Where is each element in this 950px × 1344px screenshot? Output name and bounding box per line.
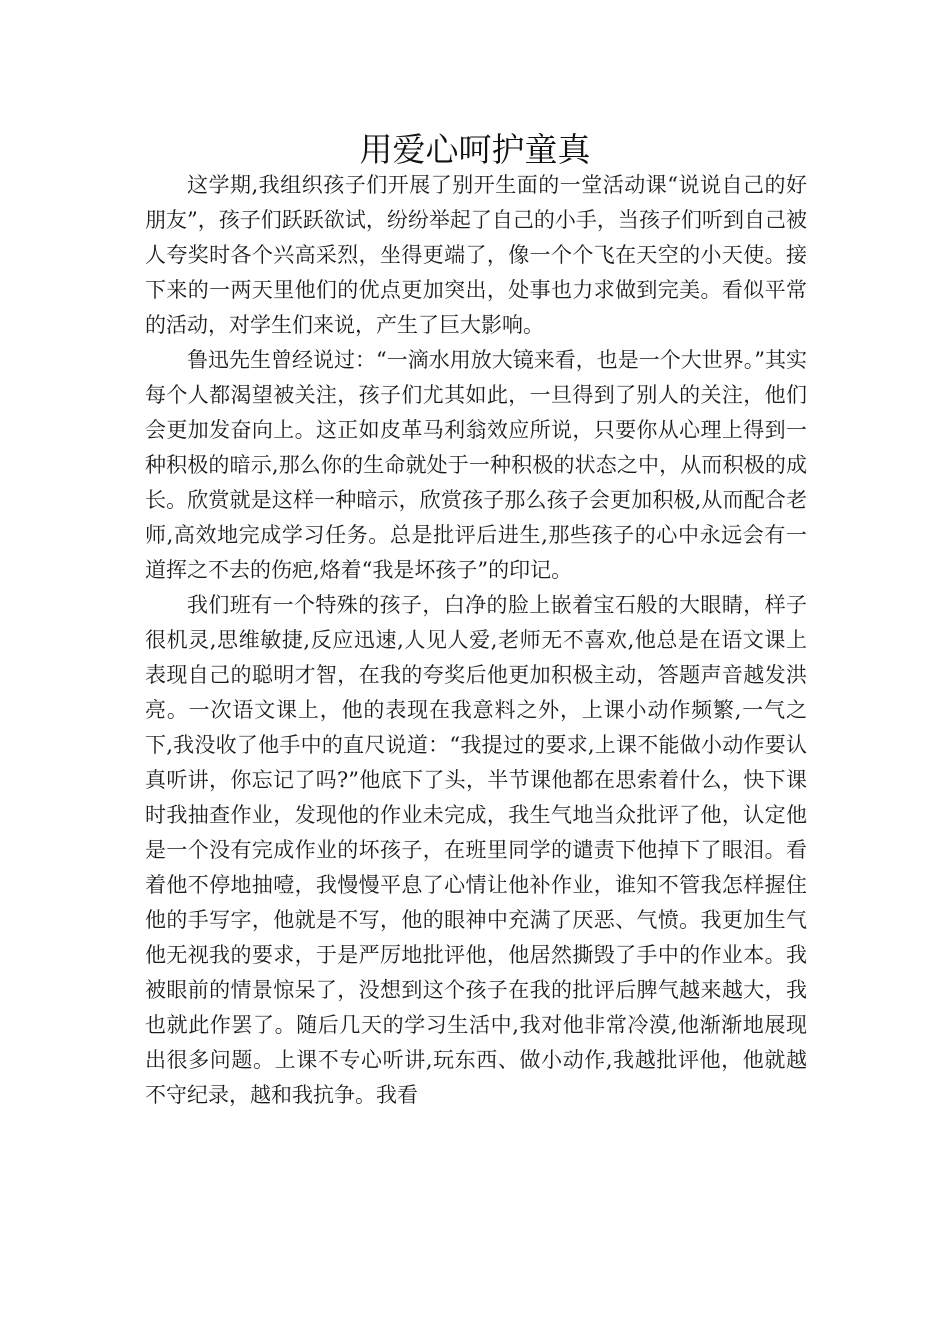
paragraph-special-child: 我们班有一个特殊的孩子，白净的脸上嵌着宝石般的大眼睛，样子很机灵,思维敏捷,反应迅速,人见人爱,老师无不喜欢,他总是在语文课上表现自己的聪明才智，在我的夸奖后他更加积极主动，答题声音越发洪亮。一次语文课上，他的表现在我意料之外，上课小动作频繁,一气之下,我没收了他手中的直尺说道：“我提过的要求,上课不能做小动作要认真听讲，你忘记了吗?”他底下了头，半节课他都在思索着什么，快下课时我抽查作业，发现他的作业未完成，我生气地当众批评了他，认定他是一个没有完成作业的坏孩子，在班里同学的谴责下他掉下了眼泪。看着他不停地抽噎，我慢慢平息了心情让他补作业，谁知不管我怎样握住他的手写字，他就是不写，他的眼神中充满了厌恶、气愤。我更加生气他无视我的要求，于是严厉地批评他，他居然撕毁了手中的作业本。我被眼前的情景惊呆了，没想到这个孩子在我的批评后脾气越来越大，我也就此作罢了。随后几天的学习生活中,我对他非常冷漠,他渐渐地展现出很多问题。上课不专心听讲,玩东西、做小动作,我越批评他，他就越不守纪录，越和我抗争。我看	[145, 593, 807, 1107]
paragraph-activity-class: 这学期,我组织孩子们开展了别开生面的一堂活动课“说说自己的好朋友”，孩子们跃跃欲试，纷纷举起了自己的小手，当孩子们听到自己被人夸奖时各个兴高采烈，坐得更端了，像一个个飞在天空的小天使。接下来的一两天里他们的优点更加突出，处事也力求做到完美。看似平常的活动，对学生们来说，产生了巨大影响。	[145, 173, 807, 337]
document-body	[145, 168, 807, 1113]
document-title: 用爱心呵护童真	[359, 130, 591, 169]
paragraph-luxun-quote: 鲁迅先生曾经说过：“一滴水用放大镜来看，也是一个大世界。”其实每个人都渴望被关注，孩子们尤其如此，一旦得到了别人的关注，他们会更加发奋向上。这正如皮革马利翁效应所说，只要你从心理上得到一种积极的暗示,那么你的生命就处于一种积极的状态之中，从而积极的成长。欣赏就是这样一种暗示，欣赏孩子那么孩子会更加积极,从而配合老师,高效地完成学习任务。总是批评后进生,那些孩子的心中永远会有一道挥之不去的伤疤,烙着“我是坏孩子”的印记。	[145, 348, 807, 582]
